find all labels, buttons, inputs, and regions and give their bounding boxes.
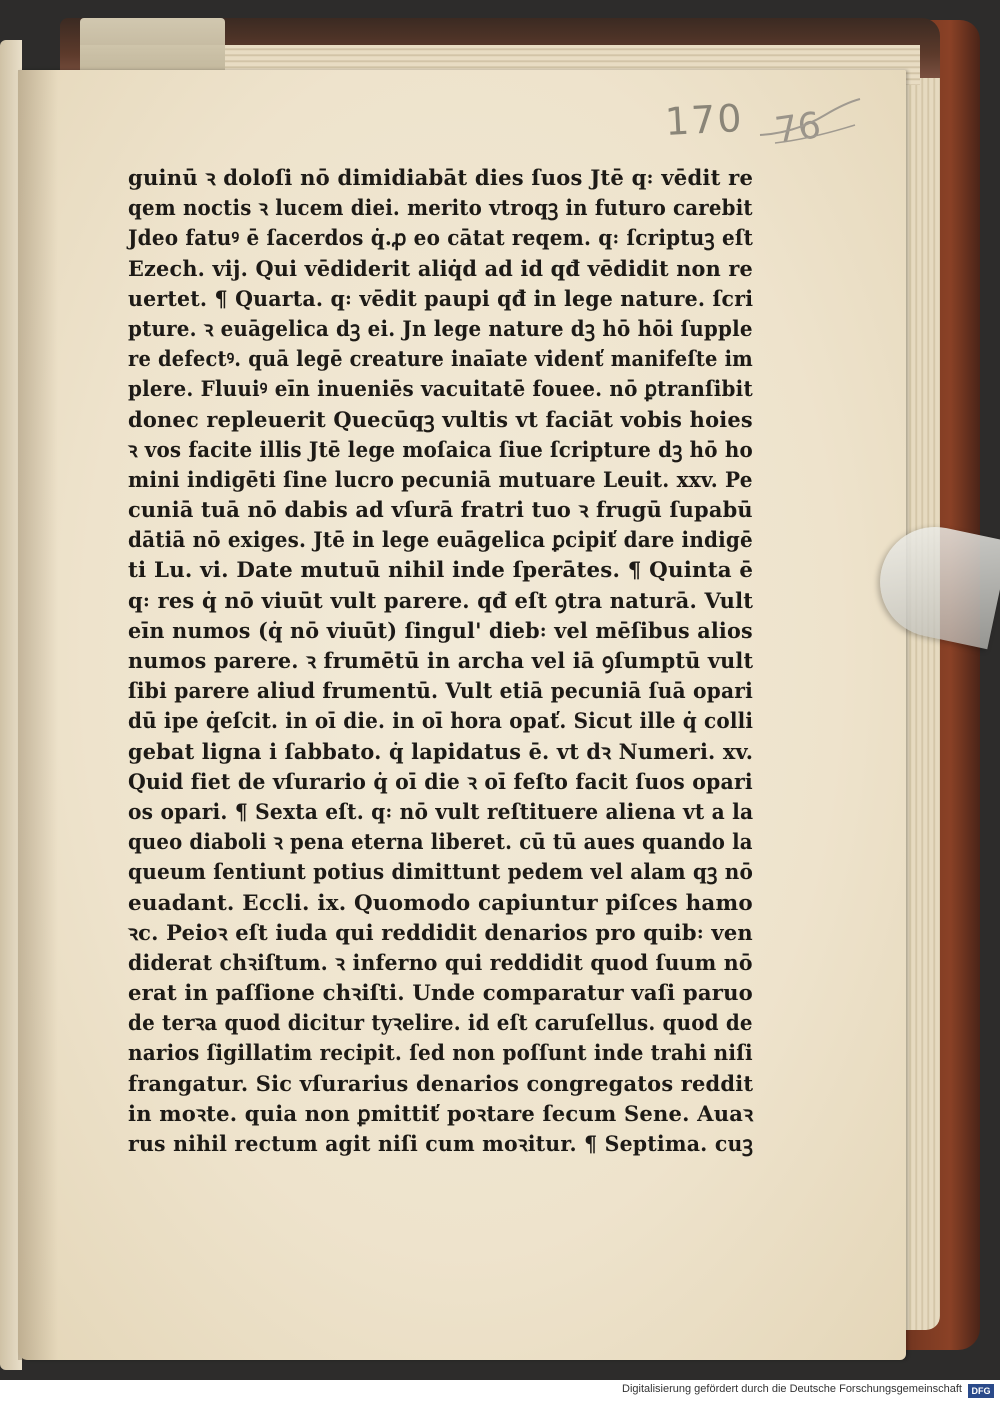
- text-line: [128, 1099, 758, 1129]
- pencil-strike-mark: [755, 95, 865, 155]
- text-line: [128, 948, 758, 978]
- text-line: [128, 193, 758, 223]
- text-line: [128, 223, 758, 253]
- text-line: [128, 737, 758, 767]
- text-line-content: rus nihil rectum agit niſi cum moꝛitur. ¶ Septima. cuꝫ: [128, 1131, 754, 1156]
- text-line: [128, 284, 758, 314]
- text-line: [128, 344, 758, 374]
- footer-funding-text: Digitalisierung gefördert durch die Deutsche Forschungsgemeinschaft: [622, 1383, 962, 1395]
- text-line-content: dātiā nō exiges. Jtē in lege euāgelica ꝑcipiť dare indigē: [128, 527, 753, 553]
- text-line: [128, 374, 758, 404]
- text-line: [128, 1038, 758, 1068]
- text-line: [128, 646, 758, 676]
- text-line-content: erat in paſſione chꝛiſti. Unde comparatur vaſi paruo: [128, 980, 753, 1006]
- text-line: [128, 827, 758, 857]
- text-line-content: frangatur. Sic vſurarius denarios congregatos reddit: [128, 1070, 754, 1096]
- text-line-content: narios ſigillatim recipit. ſed non poſſunt inde trahi niſi: [128, 1040, 753, 1066]
- text-line-content: dū ipe q̇eſcit. in oī die. in oī hora opať. Sicut ille q̇ colli: [128, 708, 754, 734]
- text-line-content: eīn numos (q̇ nō viuūt) ſingul' dieb꞉ vel mēſibus alios: [128, 617, 753, 643]
- text-line: [128, 405, 758, 435]
- text-line-content: plere. Fluuiꝰ eīn inueniēs vacuitatē fouee. nō ꝑtranſibit: [128, 376, 753, 402]
- text-line-content: qem noctis ꝛ lucem diei. merito vtroqꝫ in futuro carebit: [128, 195, 753, 221]
- text-line: [128, 676, 758, 706]
- text-line-content: cuniā tuā nō dabis ad vſurā fratri tuo ꝛ frugū ſupabū: [128, 497, 753, 523]
- text-line: [128, 1129, 758, 1159]
- text-line-content: Ezech. vij. Qui vēdiderit aliq̇d ad id qđ vēdidit non re: [128, 255, 753, 281]
- text-line: [128, 1008, 758, 1038]
- folio-number: 170: [663, 95, 745, 145]
- text-line: [128, 465, 758, 495]
- text-line-content: uertet. ¶ Quarta. q꞉ vēdit paupi qđ in lege nature. ſcri: [128, 285, 754, 311]
- text-line: [128, 978, 758, 1008]
- text-line-content: queo diaboli ꝛ pena eterna liberet. cū tū aues quando la: [128, 829, 753, 855]
- text-line-content: ꝛ vos facite illis Jtē lege moſaica ſiue ſcripture dꝫ hō ho: [128, 436, 753, 462]
- text-line-content: mini indigēti ſine lucro pecuniā mutuare Leuit. xxv. Pe: [128, 466, 753, 492]
- spine-label: [80, 18, 225, 76]
- text-line-content: q꞉ res q̇ nō viuūt vult parere. qđ eſt ꝯtra naturā. Vult: [128, 587, 754, 613]
- text-line-content: de terꝛa quod dicitur tyꝛelire. id eſt caruſellus. quod de: [128, 1010, 753, 1036]
- folio-note: 76: [772, 105, 824, 152]
- text-line-content: diderat chꝛiſtum. ꝛ inferno qui reddidit quod ſuum nō: [128, 949, 753, 975]
- text-line: [128, 1069, 758, 1099]
- dfg-logo: DFG: [968, 1384, 994, 1398]
- text-line: [128, 163, 758, 193]
- text-line-content: guinū ꝛ doloſi nō dimidiabāt dies ſuos Jtē q꞉ vēdit re: [128, 165, 754, 190]
- text-line-content: euadant. Eccli. ix. Quomodo capiuntur piſces hamo: [128, 889, 753, 915]
- text-line: [128, 495, 758, 525]
- blackletter-text-block: [128, 163, 758, 1159]
- text-line: [128, 586, 758, 616]
- text-line-content: re defectꝰ. quā legē creature inaīate videnť manifeſte im: [128, 346, 753, 372]
- text-line-content: os opari. ¶ Sexta eſt. q꞉ nō vult reſtituere aliena vt a la: [128, 798, 754, 824]
- text-line-content: in moꝛte. quia non ꝑmittiť poꝛtare ſecum Sene. Auaꝛ: [128, 1100, 754, 1126]
- text-line-content: gebat ligna i ſabbato. q̇ lapidatus ē. vt dꝛ Numeri. xv.: [128, 738, 754, 764]
- text-line: [128, 797, 758, 827]
- text-line-content: donec repleuerit Quecūqꝫ vultis vt faciāt vobis hoies: [128, 406, 753, 432]
- footer-bar: [0, 1380, 1000, 1402]
- text-line-content: pture. ꝛ euāgelica dꝫ ei. Jn lege nature dꝫ hō hōi ſupple: [128, 315, 753, 341]
- text-line: [128, 857, 758, 887]
- text-line: [128, 254, 758, 284]
- text-line: [128, 314, 758, 344]
- text-line-content: Quid fiet de vſurario q̇ oī die ꝛ oī feſto facit ſuos opari: [128, 768, 753, 794]
- text-line: [128, 767, 758, 797]
- text-line-content: ꝛc. Peioꝛ eſt iuda qui reddidit denarios pro quib꞉ ven: [128, 919, 753, 945]
- text-line: [128, 616, 758, 646]
- text-line-content: ſibi parere aliud frumentū. Vult etiā pecuniā ſuā opari: [128, 678, 754, 704]
- text-line: [128, 706, 758, 736]
- text-line-content: queum ſentiunt potius dimittunt pedem vel alam qꝫ nō: [128, 859, 754, 885]
- text-line: [128, 555, 758, 585]
- text-line: [128, 525, 758, 555]
- text-line: [128, 435, 758, 465]
- text-line: [128, 888, 758, 918]
- text-line-content: numos parere. ꝛ frumētū in archa vel iā ꝯſumptū vult: [128, 648, 754, 673]
- text-line: [128, 918, 758, 948]
- text-line-content: ti Lu. vi. Date mutuū nihil inde ſperātes. ¶ Quinta ē: [128, 557, 754, 583]
- gutter-shadow: [18, 70, 58, 1360]
- text-line-content: Jdeo fatuꝰ ē ſacerdos q̇.ꝓ eo cātat reqem. q꞉ ſcriptuꝫ eſt: [128, 225, 754, 251]
